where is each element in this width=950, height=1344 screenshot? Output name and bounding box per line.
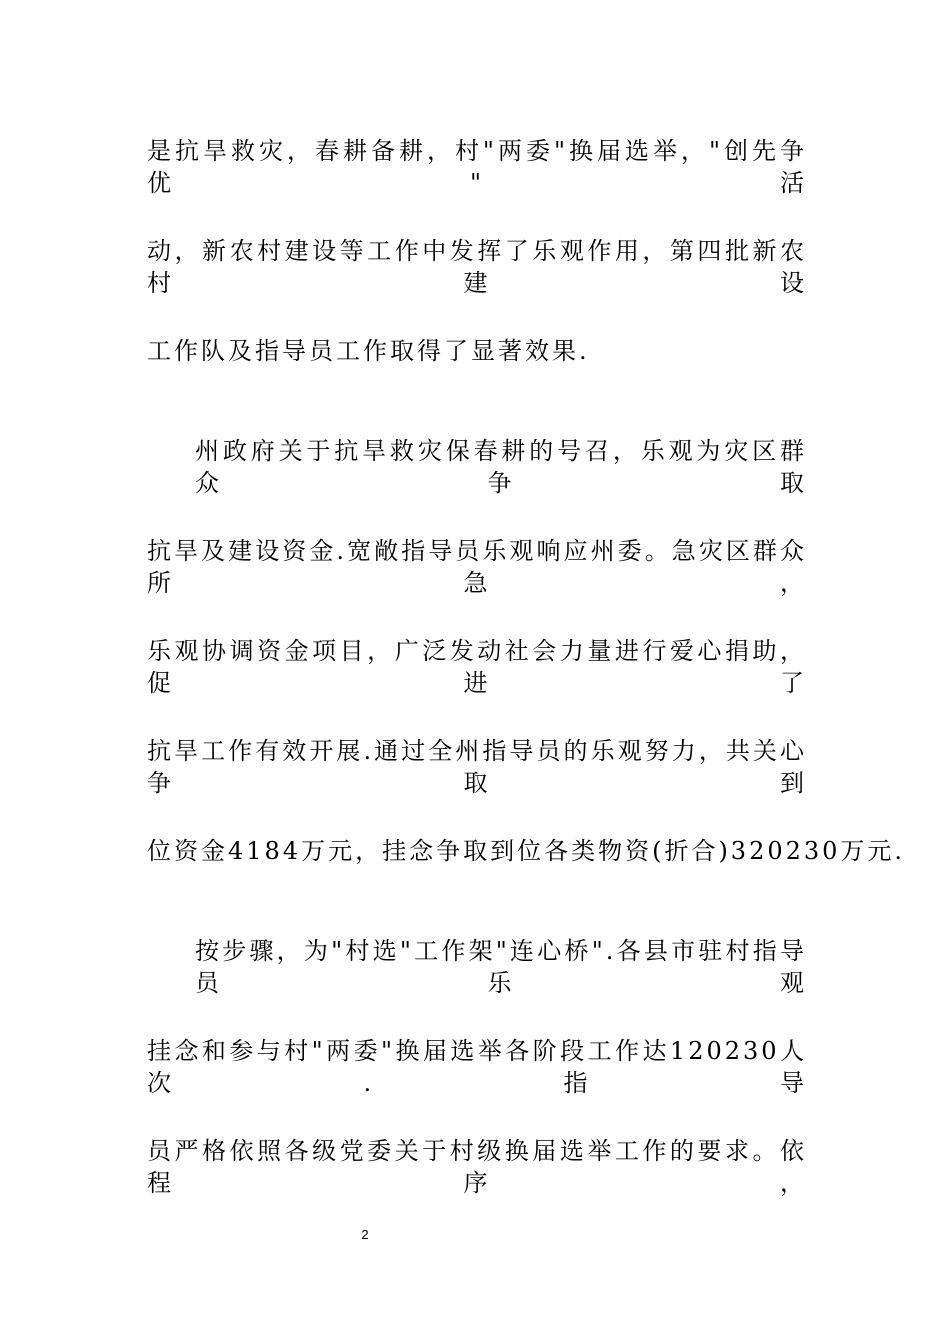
paragraph-line-6: 乐观协调资金项目，广泛发动社会力量进行爱心捐助，促进了 <box>147 637 807 697</box>
paragraph-line-3: 工作队及指导员工作取得了显著效果. <box>147 337 590 365</box>
paragraph-line-7: 抗旱工作有效开展.通过全州指导员的乐观努力，共关心争取到 <box>147 737 807 797</box>
paragraph-line-9: 按步骤，为"村选"工作架"连心桥".各县市驻村指导员乐观 <box>195 937 807 997</box>
paragraph-line-4: 州政府关于抗旱救灾保春耕的号召，乐观为灾区群众争取 <box>195 437 807 497</box>
paragraph-line-2: 动，新农村建设等工作中发挥了乐观作用，第四批新农村建设 <box>147 237 807 297</box>
paragraph-line-8: 位资金4184万元，挂念争取到位各类物资(折合)320230万元. <box>147 837 906 865</box>
page-number: 2 <box>361 1227 369 1242</box>
paragraph-line-10: 挂念和参与村"两委"换届选举各阶段工作达120230人次.指导 <box>147 1037 807 1097</box>
paragraph-line-1: 是抗旱救灾，春耕备耕，村"两委"换届选举，"创先争优"活 <box>147 137 807 197</box>
paragraph-line-5: 抗旱及建设资金.宽敞指导员乐观响应州委。急灾区群众所急， <box>147 537 807 597</box>
paragraph-line-11: 员严格依照各级党委关于村级换届选举工作的要求。依程序， <box>147 1137 807 1197</box>
